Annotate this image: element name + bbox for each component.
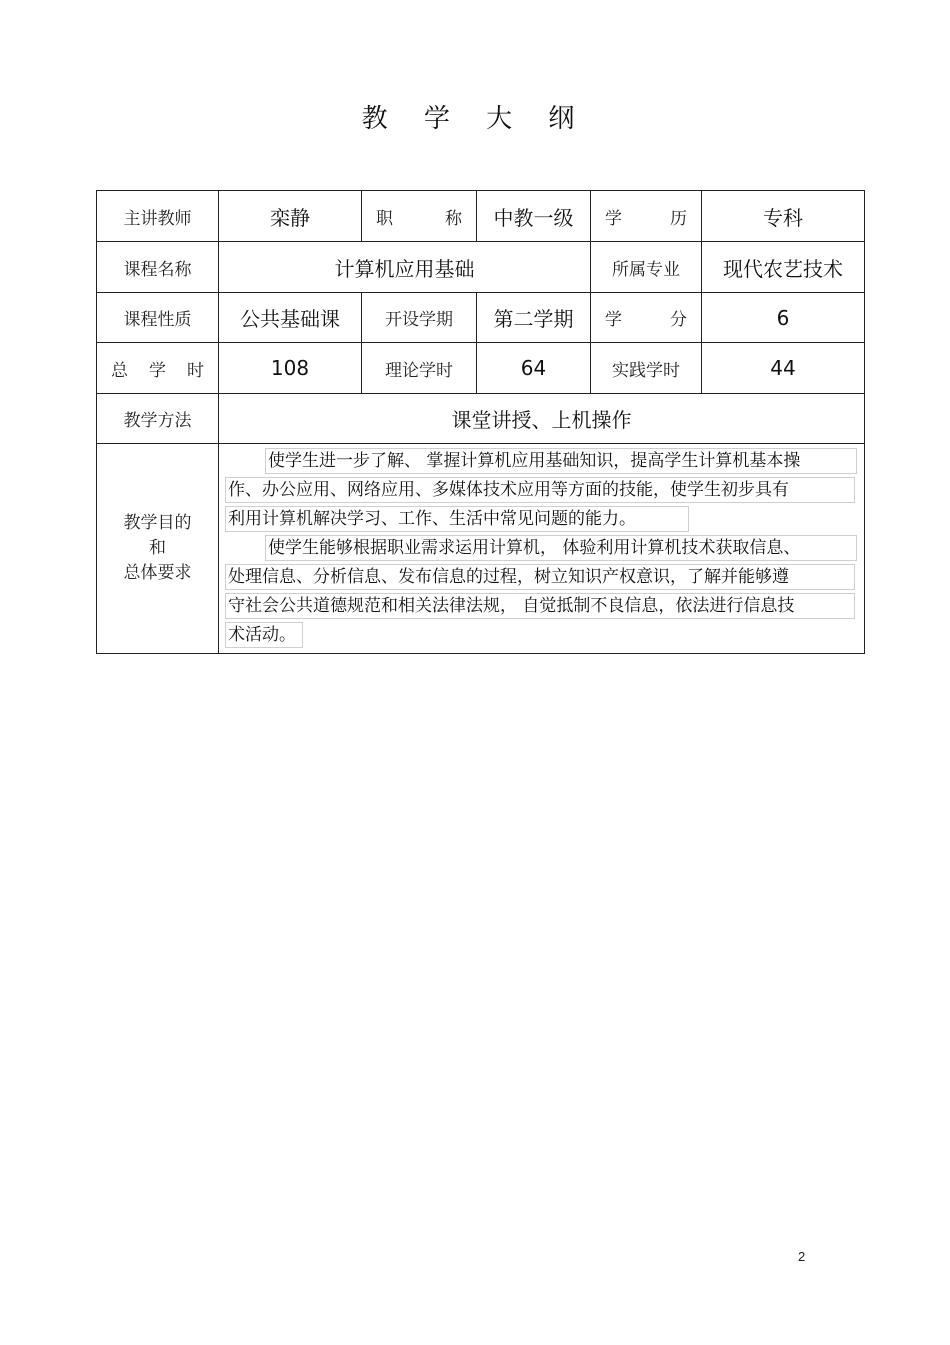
nature-value: 公共基础课: [219, 293, 362, 343]
teacher-value: 栾静: [219, 191, 362, 242]
nature-label: 课程性质: [97, 293, 219, 343]
table-row: [97, 242, 865, 293]
degree-label: 学 历: [605, 208, 687, 229]
table-row: [97, 444, 865, 654]
goals-label-line-2: 和: [149, 538, 166, 558]
title-label: 职 称: [376, 208, 462, 229]
goal-line: 术活动。: [225, 622, 858, 646]
goals-label: [97, 444, 219, 654]
table-row: [97, 343, 865, 394]
goal-line: 守社会公共道德规范和相关法律法规， 自觉抵制不良信息，依法进行信息技: [225, 593, 858, 617]
practice-hours-label: 实践学时: [591, 343, 702, 394]
table-row: [97, 191, 865, 242]
theory-hours-value: 64: [477, 343, 591, 394]
method-label: 教学方法: [97, 394, 219, 444]
semester-label: 开设学期: [362, 293, 477, 343]
goals-label-line-3: 总体要求: [123, 563, 192, 583]
total-hours-label: 总 学 时: [111, 360, 204, 381]
credit-label: 学 分: [605, 310, 687, 330]
table-row: [97, 293, 865, 343]
page-title: 教 学 大 纲: [361, 104, 589, 134]
degree-value: 专科: [702, 191, 865, 242]
major-label: 所属专业: [591, 242, 702, 293]
goal-line: 使学生能够根据职业需求运用计算机， 体验利用计算机技术获取信息、: [225, 535, 858, 559]
table-row: [97, 394, 865, 444]
method-value: 课堂讲授、上机操作: [219, 394, 865, 444]
practice-hours-value: 44: [702, 343, 865, 394]
total-hours-value: 108: [219, 343, 362, 394]
teacher-label: 主讲教师: [97, 191, 219, 242]
course-label: 课程名称: [97, 242, 219, 293]
goal-line: 处理信息、分析信息、发布信息的过程，树立知识产权意识，了解并能够遵: [225, 564, 858, 588]
goals-content: [219, 444, 865, 654]
goal-line: 利用计算机解决学习、工作、生活中常见问题的能力。: [225, 506, 858, 530]
semester-value: 第二学期: [477, 293, 591, 343]
major-value: 现代农艺技术: [702, 242, 865, 293]
goal-line: 使学生进一步了解、 掌握计算机应用基础知识，提高学生计算机基本操: [225, 448, 858, 472]
title-value: 中教一级: [477, 191, 591, 242]
theory-hours-label: 理论学时: [362, 343, 477, 394]
course-value: 计算机应用基础: [219, 242, 591, 293]
page-number: 2: [798, 1249, 806, 1264]
goals-label-line-1: 教学目的: [123, 513, 192, 533]
credit-value: 6: [702, 293, 865, 343]
syllabus-table: [96, 190, 865, 654]
goal-line: 作、办公应用、网络应用、多媒体技术应用等方面的技能，使学生初步具有: [225, 477, 858, 501]
